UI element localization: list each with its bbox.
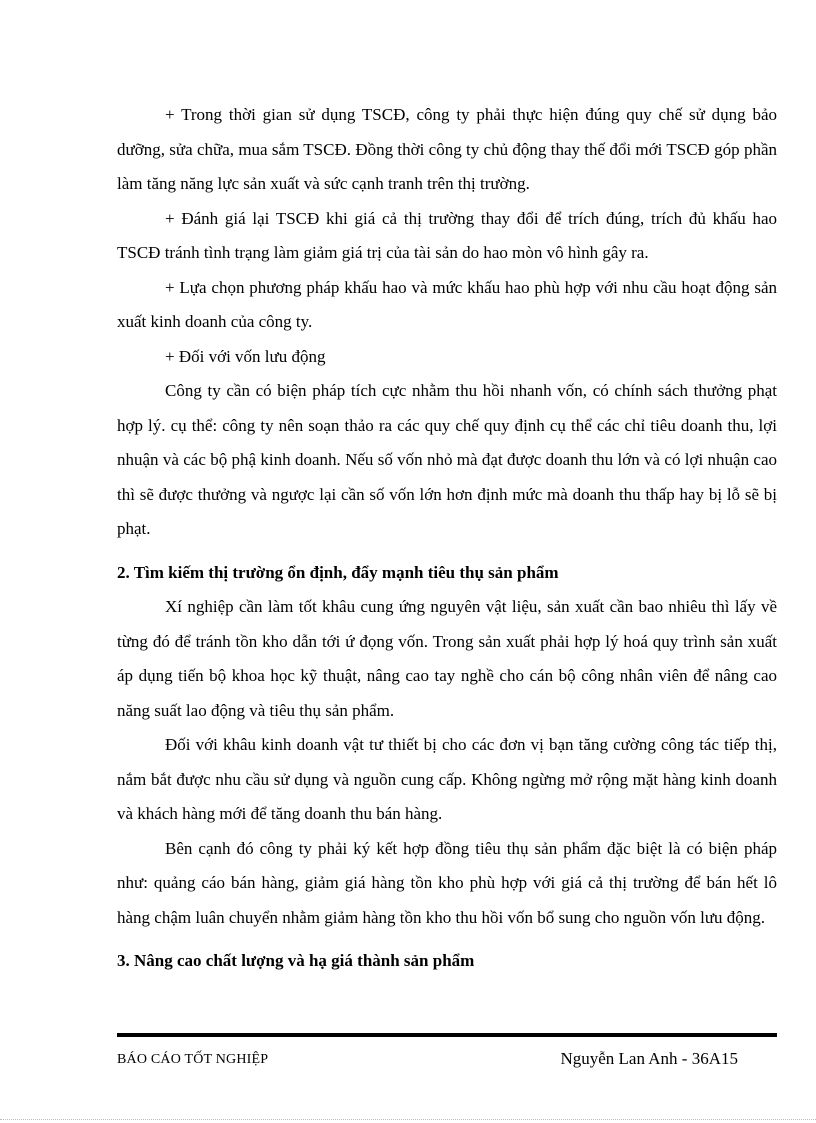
section-heading-2: 2. Tìm kiếm thị trường ổn định, đẩy mạnh tiêu thụ sản phẩm (117, 562, 559, 582)
footer-author: Nguyễn Lan Anh - 36A15 (560, 1049, 738, 1068)
spacer (117, 935, 777, 944)
paragraph-depreciation-method: + Lựa chọn phương pháp khấu hao và mức khấu hao phù hợp với nhu cầu hoạt động sản xuất kinh doanh của công ty. (117, 277, 777, 331)
paragraph-marketing: Đối với khâu kinh doanh vật tư thiết bị cho các đơn vị bạn tăng cường công tác tiếp thị, nắm bắt được nhu cầu sử dụng và nguồn cung cấp. Không ngừng mở rộng mặt hàng kinh doanh và khách hàng mới để tăng doanh thu bán hàng. (117, 735, 777, 823)
paragraph-tscd-usage: + Trong thời gian sử dụng TSCĐ, công ty phải thực hiện đúng quy chế sử dụng bảo dưỡng, sửa chữa, mua sắm TSCĐ. Đồng thời công ty chủ động thay thế đổi mới TSCĐ góp phần làm tăng năng lực sản xuất và sức cạnh tranh trên thị trường. (117, 105, 777, 193)
section-heading-3: 3. Nâng cao chất lượng và hạ giá thành sản phẩm (117, 951, 475, 970)
paragraph-working-capital-intro: + Đối với vốn lưu động (165, 346, 326, 366)
page-bottom-edge (0, 1119, 816, 1120)
paragraph-supply-production: Xí nghiệp cần làm tốt khâu cung ứng nguyên vật liệu, sản xuất cần bao nhiêu thì lấy về từng đó để tránh tồn kho dẫn tới ứ đọng vốn. Trong sản xuất phải hợp lý hoá quy trình sản xuất áp dụng tiến bộ khoa học kỹ thuật, nâng cao tay nghề cho cán bộ công nhân viên để nâng cao năng suất lao động và tiêu thụ sản phẩm. (117, 597, 777, 720)
paragraph-working-capital-detail: Công ty cần có biện pháp tích cực nhằm thu hồi nhanh vốn, có chính sách thưởng phạt hợp lý. cụ thể: công ty nên soạn thảo ra các quy chế quy định cụ thể các chỉ tiêu doanh thu, lợi nhuận và các bộ phậ kinh doanh. Nếu số vốn nhỏ mà đạt được doanh thu lớn và có lợi nhuận cao thì sẽ được thưởng và ngược lại cần số vốn lớn hơn định mức mà doanh thu thấp hay bị lỗ sẽ bị phạt. (117, 381, 777, 538)
page-body (117, 98, 777, 979)
paragraph-sales-contracts: Bên cạnh đó công ty phải ký kết hợp đồng tiêu thụ sản phẩm đặc biệt là có biện pháp như: quảng cáo bán hàng, giảm giá hàng tồn kho phù hợp với giá cả thị trường để bán hết lô hàng chậm luân chuyển nhằm giảm hàng tồn kho thu hồi vốn bổ sung cho nguồn vốn lưu động. (117, 838, 777, 927)
footer-divider-thick (117, 1033, 777, 1037)
spacer (117, 547, 777, 556)
footer-report-title: BÁO CÁO TỐT NGHIỆP (117, 1052, 269, 1067)
paragraph-tscd-revaluation: + Đánh giá lại TSCĐ khi giá cả thị trường thay đổi để trích đúng, trích đủ khấu hao TSCĐ tránh tình trạng làm giảm giá trị của tài sản do hao mòn vô hình gây ra. (117, 208, 777, 262)
